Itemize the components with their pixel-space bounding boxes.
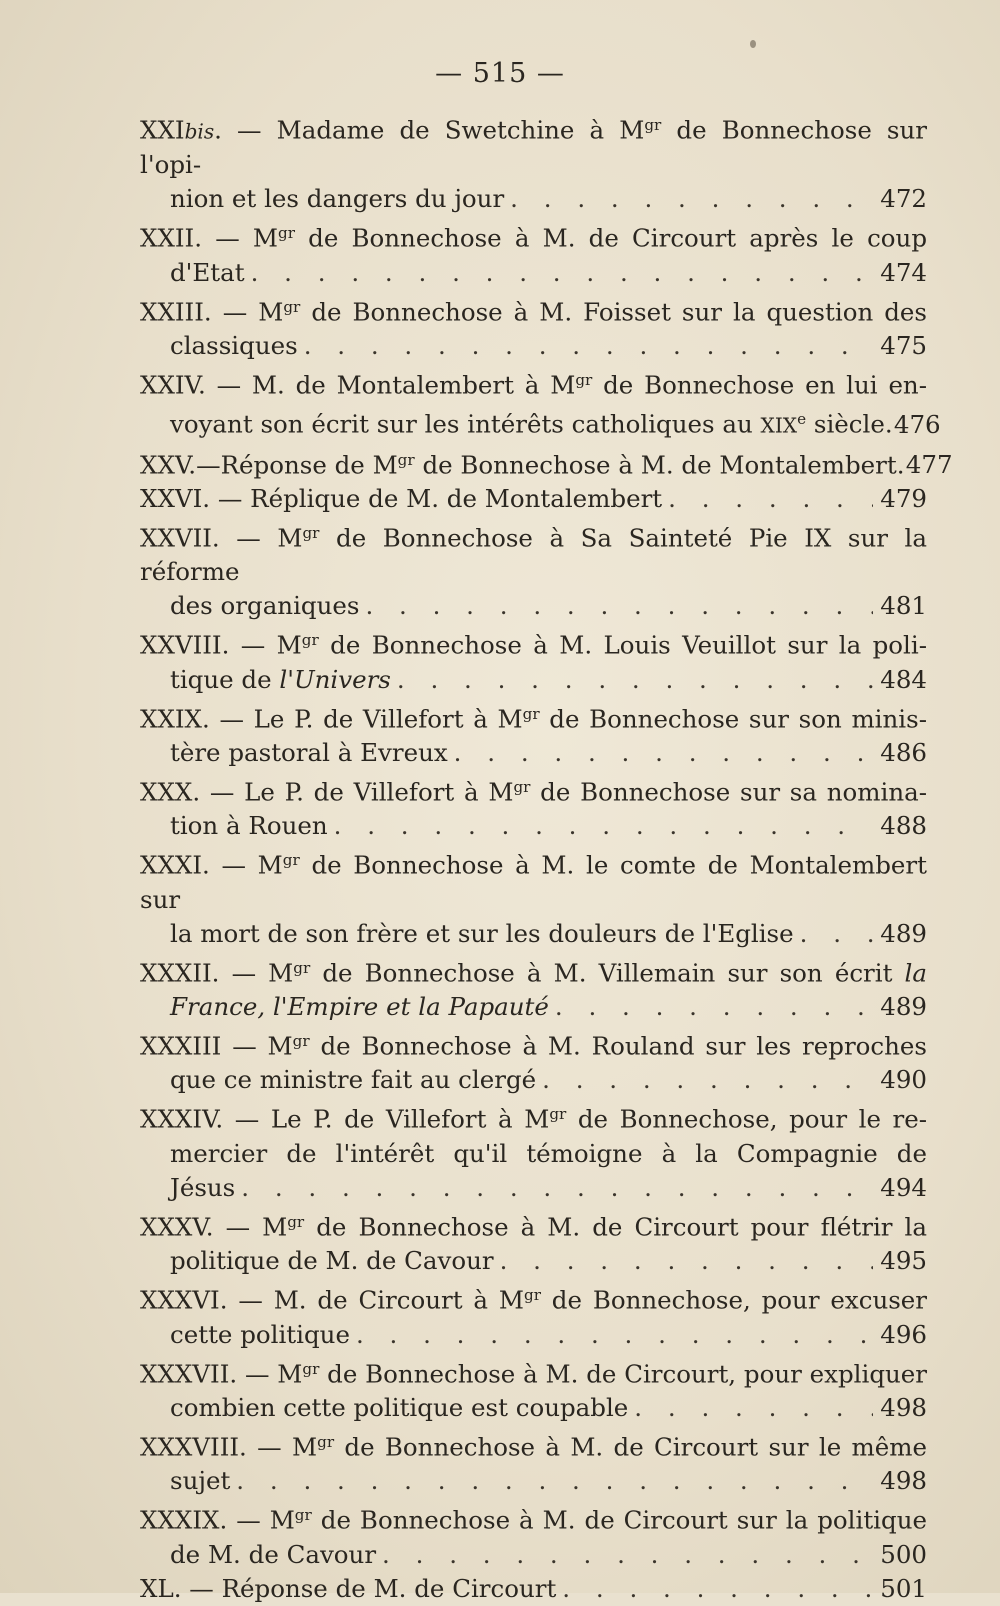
toc-entry-xxix [140, 697, 927, 770]
leader-dots [454, 736, 873, 770]
toc-page-ref: 500 [880, 1539, 927, 1569]
toc-page-ref: 494 [880, 1172, 927, 1202]
toc-page-ref: 488 [880, 811, 927, 841]
toc-entry-heading: XXXIII — $M^{gr}$ de Bonnechose à M. Rouland sur les reproches [140, 1031, 927, 1061]
leader-dots [334, 809, 873, 843]
leader-dots [562, 1572, 873, 1606]
toc-entry-heading: XXII. — $M^{gr}$ de Bonnechose à M. de Circourt après le coup [140, 223, 927, 253]
toc-entry-xxvi [140, 482, 927, 516]
toc-entry-xxxi [140, 843, 927, 950]
leader-dots [236, 1464, 873, 1498]
toc-entry-heading: XXXVI. — M. de Circourt à $M^{gr}$ de Bonnechose, pour excuser [140, 1285, 928, 1315]
toc-entry-heading: XXXIX. — $M^{gr}$ de Bonnechose à M. de Circourt sur la politique [140, 1505, 927, 1535]
toc-entry-heading: XXXVII. — $M^{gr}$ de Bonnechose à M. de Circourt, pour expliquer [140, 1358, 927, 1388]
page-number: — 515 — [435, 58, 565, 89]
leader-dots [251, 256, 873, 290]
leader-dots [382, 1538, 873, 1572]
toc-entry-heading: XXXI. — $M^{gr}$ de Bonnechose à M. le comte de Montalembert sur [140, 850, 927, 914]
toc-entry-continuation: que ce ministre fait au clergé [170, 1065, 537, 1095]
toc-entry-continuation: Jésus [170, 1172, 236, 1202]
toc-entry-heading: XXIbis. — Madame de Swetchine à $M^{gr}$ de Bonnechose sur l'opi- [140, 115, 927, 180]
toc-page-ref: 479 [880, 484, 927, 514]
toc-entry-continuation: de M. de Cavour [170, 1539, 377, 1569]
toc-entry-heading: XXVII. — $M^{gr}$ de Bonnechose à Sa Sainteté Pie IX sur la réforme [140, 523, 928, 587]
toc-entry-continuation: la mort de son frère et sur les douleurs de l'Eglise [170, 918, 794, 948]
toc-page-ref: 498 [880, 1392, 927, 1422]
toc-entry-xxviii [140, 623, 927, 696]
toc-entry-xxvii [140, 516, 927, 623]
toc-entry-continuation: nion et les dangers du jour [170, 184, 505, 214]
toc-page-ref: 496 [880, 1319, 927, 1349]
toc-entry-xxxv [140, 1205, 927, 1278]
toc-page-ref: 495 [880, 1246, 927, 1276]
toc-page-ref: 489 [880, 918, 927, 948]
toc-page-ref: 474 [880, 257, 927, 287]
toc-entry-xxxviii [140, 1425, 927, 1498]
toc-entry-xxii [140, 216, 927, 289]
toc-entry-heading: XXX. — Le P. de Villefort à $M^{gr}$ de Bonnechose sur sa nomina- [140, 777, 927, 807]
toc-entry-continuation: tère pastoral à Evreux [170, 738, 448, 768]
toc-entry-continuation: tion à Rouen [170, 811, 328, 841]
toc-entry-continuation: des organiques [170, 591, 360, 621]
toc-page-ref: 476 [893, 409, 941, 439]
toc-entry-xl [140, 1572, 927, 1606]
toc-entry-xxxvi [140, 1278, 927, 1351]
toc-entry-continuation: tique de l'Univers [170, 664, 391, 694]
toc-page-ref: 498 [880, 1466, 927, 1496]
toc-entry-continuation: d'Etat [170, 257, 245, 287]
toc-entry-xxv [140, 443, 953, 482]
leader-dots [397, 663, 873, 697]
leader-dots [800, 917, 873, 951]
toc-page-ref: 484 [880, 664, 927, 694]
leader-dots [510, 182, 873, 216]
leader-dots [500, 1244, 873, 1278]
toc-entry-continuation: classiques [170, 331, 298, 361]
toc-entry-heading: XXVIII. — $M^{gr}$ de Bonnechose à M. Louis Veuillot sur la poli- [140, 630, 928, 660]
table-of-contents [140, 108, 953, 1606]
toc-page-ref: 481 [880, 591, 927, 621]
toc-entry-heading: XXV.—Réponse de $M^{gr}$ de Bonnechose à M. de Montalembert. [140, 450, 905, 480]
toc-entry-heading: XXIII. — $M^{gr}$ de Bonnechose à M. Foisset sur la question des [140, 297, 927, 327]
toc-entry-xxxiv [140, 1097, 927, 1204]
toc-entry-heading: XXIX. — Le P. de Villefort à $M^{gr}$ de Bonnechose sur son minis- [140, 704, 927, 734]
leader-dots [555, 990, 873, 1024]
toc-page-ref: 501 [880, 1573, 927, 1603]
toc-entry-xxi-bis [140, 108, 927, 216]
toc-page-ref: 486 [880, 738, 927, 768]
toc-entry-heading: XXXIV. — Le P. de Villefort à $M^{gr}$ de Bonnechose, pour le re- [140, 1104, 928, 1134]
leader-dots [668, 482, 873, 516]
toc-entry-xxxix [140, 1498, 927, 1571]
leader-dots [542, 1063, 873, 1097]
toc-entry-continuation: politique de M. de Cavour [170, 1246, 494, 1276]
toc-entry-continuation: mercier de l'intérêt qu'il témoigne à la Compagnie de [170, 1138, 927, 1168]
leader-dots [634, 1391, 873, 1425]
toc-entry-xxiii [140, 290, 927, 363]
toc-page-ref: 477 [905, 450, 953, 480]
leader-dots [241, 1171, 873, 1205]
toc-entry-heading: XXIV. — M. de Montalembert à $M^{gr}$ de Bonnechose en lui en- [140, 370, 927, 400]
toc-entry-heading: XXXVIII. — $M^{gr}$ de Bonnechose à M. de Circourt sur le même [140, 1432, 927, 1462]
toc-page-ref: 475 [880, 331, 927, 361]
leader-dots [365, 589, 873, 623]
toc-page-ref: 490 [880, 1065, 927, 1095]
toc-entry-continuation: sujet [170, 1466, 231, 1496]
leader-dots [356, 1318, 873, 1352]
toc-entry-heading: XXXII. — $M^{gr}$ de Bonnechose à M. Villemain sur son écrit la [140, 958, 927, 988]
toc-entry-xxxvii [140, 1352, 927, 1425]
toc-entry-continuation: combien cette politique est coupable [170, 1392, 629, 1422]
toc-page-ref: 489 [880, 992, 927, 1022]
toc-page-ref: 472 [880, 184, 927, 214]
toc-entry-xxxiii [140, 1024, 927, 1097]
toc-entry-heading: XXVI. — Réplique de M. de Montalembert [140, 484, 663, 514]
toc-entry-xxiv [140, 363, 941, 443]
toc-entry-xxx [140, 770, 927, 843]
toc-entry-xxxii [140, 951, 927, 1024]
leader-dots [304, 329, 873, 363]
toc-entry-continuation: voyant son écrit sur les intérêts catholiques au XIXe siècle. [170, 409, 893, 439]
toc-entry-heading: XL. — Réponse de M. de Circourt [140, 1573, 557, 1603]
toc-entry-heading: XXXV. — $M^{gr}$ de Bonnechose à M. de Circourt pour flétrir la [140, 1212, 927, 1242]
ink-speck [750, 40, 756, 48]
toc-entry-continuation: France, l'Empire et la Papauté [170, 992, 549, 1022]
toc-entry-continuation: cette politique [170, 1319, 350, 1349]
